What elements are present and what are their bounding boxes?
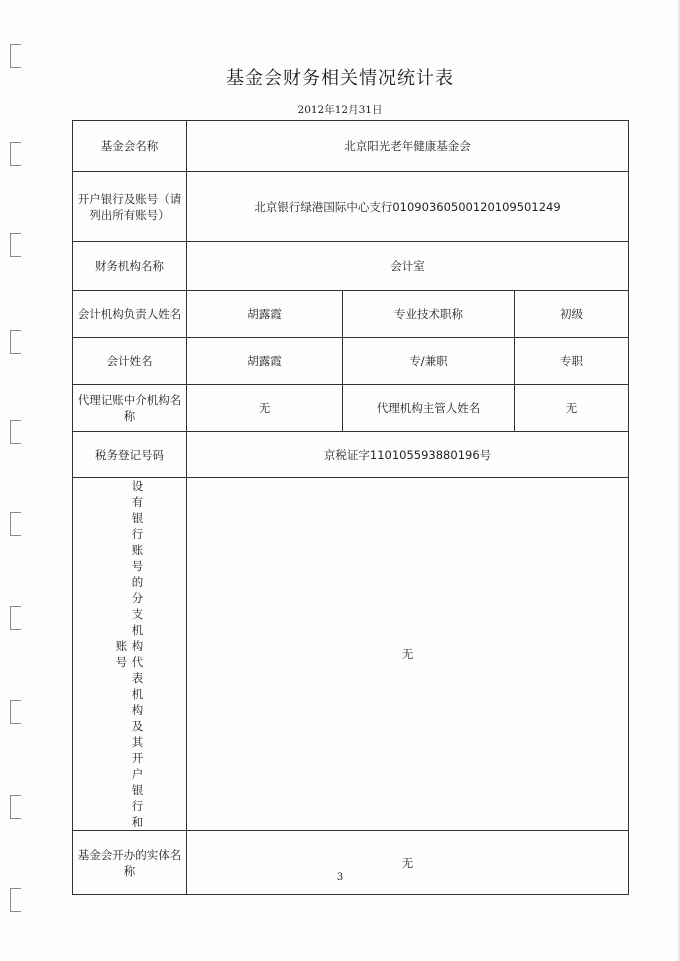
agency-label: 代理记账中介机构名称: [73, 385, 187, 432]
entities-value: 无: [187, 831, 629, 895]
page-title: 基金会财务相关情况统计表: [226, 68, 454, 89]
side-label-char: 号: [115, 655, 128, 669]
vertical-label-char: 及: [131, 719, 144, 733]
agency-manager-label: 代理机构主管人姓名: [343, 385, 515, 432]
accounting-head-value: 胡露霞: [187, 291, 343, 338]
agency-value: 无: [187, 385, 343, 432]
professional-title-label: 专业技术职称: [343, 291, 515, 338]
page-number: 3: [336, 872, 344, 883]
accountant-label: 会计姓名: [73, 338, 187, 385]
binder-hole-mark: [10, 512, 21, 536]
binder-hole-mark: [10, 700, 21, 724]
binder-hole-mark: [10, 606, 21, 630]
vertical-label-char: 号: [131, 559, 144, 573]
table-row: [73, 242, 629, 291]
vertical-label-char: 设: [131, 479, 144, 493]
table-row: [73, 291, 629, 338]
table-row: [73, 432, 629, 478]
binder-hole-mark: [10, 795, 21, 819]
vertical-label-char: 机: [131, 623, 144, 637]
finance-org-value: 会计室: [187, 242, 629, 291]
vertical-label-char: 户: [131, 767, 144, 781]
table-row: [73, 172, 629, 242]
agency-manager-value: 无: [515, 385, 629, 432]
tax-registration-value: 京税证字110105593880196号: [187, 432, 629, 478]
branch-accounts-label: [73, 478, 187, 831]
vertical-label-char: 开: [131, 751, 144, 765]
report-date: 2012年12月31日: [297, 104, 383, 116]
vertical-label-char: 行: [131, 527, 144, 541]
vertical-label-char: 机: [131, 687, 144, 701]
table-row: [73, 478, 629, 831]
finance-org-label: 财务机构名称: [73, 242, 187, 291]
professional-title-value: 初级: [515, 291, 629, 338]
foundation-name-label: 基金会名称: [73, 121, 187, 172]
vertical-label-char: 代: [131, 655, 144, 669]
vertical-label-char: 分: [131, 591, 144, 605]
branch-accounts-vertical-label: [131, 478, 145, 830]
binder-hole-mark: [10, 330, 21, 354]
vertical-label-char: 和: [131, 815, 144, 829]
bank-account-label: 开户银行及账号（请列出所有账号）: [73, 172, 187, 242]
tax-registration-label: 税务登记号码: [73, 432, 187, 478]
table-row: [73, 831, 629, 895]
branch-accounts-value: 无: [187, 478, 629, 831]
table-row: [73, 385, 629, 432]
table-row: [73, 338, 629, 385]
employment-type-value: 专职: [515, 338, 629, 385]
binder-hole-mark: [10, 420, 21, 444]
vertical-label-char: 银: [131, 511, 144, 525]
vertical-label-char: 表: [131, 671, 144, 685]
binder-hole-mark: [10, 142, 21, 166]
entities-label: 基金会开办的实体名称: [73, 831, 187, 895]
binder-hole-mark: [10, 233, 21, 257]
vertical-label-char: 构: [131, 703, 144, 717]
vertical-label-char: 的: [131, 575, 144, 589]
vertical-label-char: 银: [131, 783, 144, 797]
bank-account-value: 北京银行绿港国际中心支行01090360500120109501249: [187, 172, 629, 242]
branch-accounts-side-label: [115, 638, 129, 670]
vertical-label-char: 账: [131, 543, 144, 557]
table-row: [73, 121, 629, 172]
accountant-value: 胡露霞: [187, 338, 343, 385]
foundation-name-value: 北京阳光老年健康基金会: [187, 121, 629, 172]
vertical-label-char: 支: [131, 607, 144, 621]
binder-hole-mark: [10, 888, 21, 912]
vertical-label-char: 其: [131, 735, 144, 749]
vertical-label-char: 有: [131, 495, 144, 509]
vertical-label-char: 构: [131, 639, 144, 653]
accounting-head-label: 会计机构负责人姓名: [73, 291, 187, 338]
side-label-char: 账: [115, 639, 128, 653]
statistics-table: [72, 120, 629, 895]
employment-type-label: 专/兼职: [343, 338, 515, 385]
vertical-label-char: 行: [131, 799, 144, 813]
